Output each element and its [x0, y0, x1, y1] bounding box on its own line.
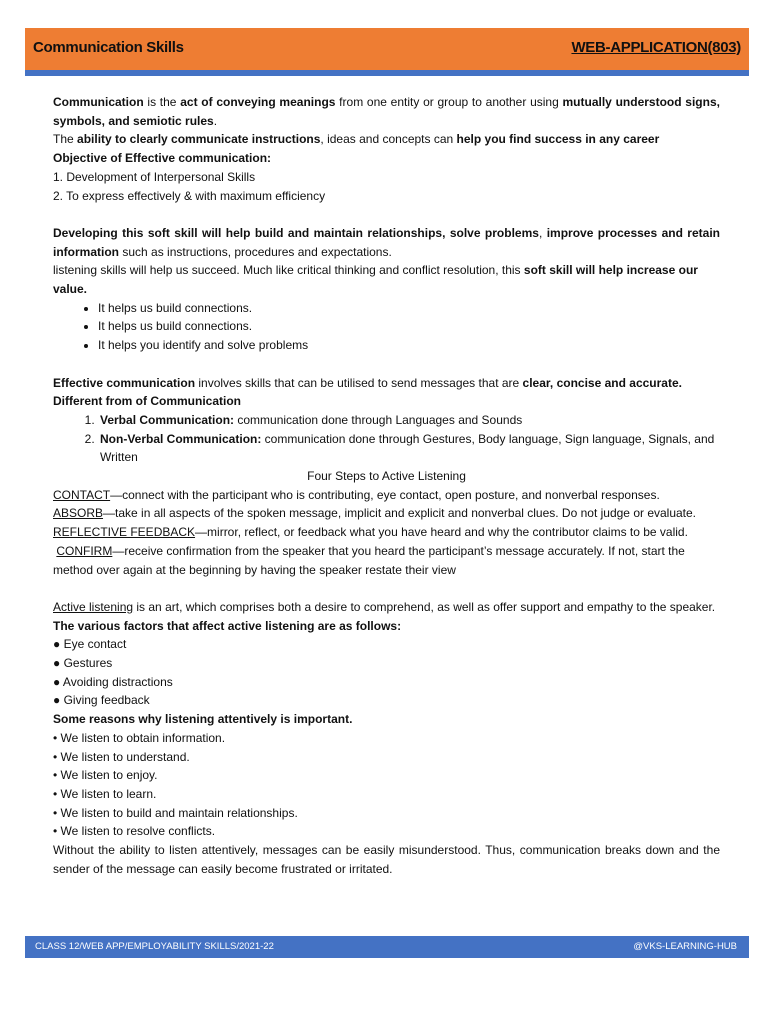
- text: , ideas and concepts can: [320, 132, 457, 147]
- text-bold: improve processes and retain information: [53, 225, 720, 259]
- text: such as instructions, procedures and expectations.: [119, 244, 392, 259]
- step-item: [53, 542, 720, 579]
- text-bold: help you find success in any career: [456, 132, 660, 147]
- text: is an art, which comprises both a desire to comprehend, as well as offer support and empathy to the speaker.: [133, 599, 716, 614]
- list-item: • It helps us build connections.: [98, 317, 720, 336]
- text-bold: mutually understood signs, symbols, and semiotic rules: [53, 95, 720, 128]
- step-item: [53, 504, 720, 523]
- reason-item: • We listen to obtain information.: [53, 730, 226, 745]
- reason-item: • We listen to understand.: [53, 749, 190, 764]
- step-text: —mirror, reflect, or feedback what you have heard and why the contributor claims to be valid.: [195, 525, 688, 540]
- list-item: [98, 411, 720, 430]
- text-underlined: Active listening: [53, 599, 134, 614]
- intro-definition: [53, 93, 720, 130]
- form-text: communication done through Gestures, Body language, Sign language, Signals, and Written: [100, 431, 715, 465]
- reason-item: • We listen to learn.: [53, 786, 157, 801]
- step-item: [53, 523, 720, 542]
- step-text: —receive confirmation from the speaker that you heard the participant’s message accurately. If not, start the method over again at the beginning by having the speaker restate their view: [53, 543, 685, 577]
- factors-heading: The various factors that affect active listening are as follows:: [53, 618, 402, 633]
- header-subject-code: WEB-APPLICATION(803): [571, 39, 741, 56]
- soft-skill-paragraph: [53, 224, 720, 261]
- step-text: —connect with the participant who is contributing, eye contact, open posture, and nonverbal responses.: [110, 487, 660, 502]
- text: from one entity or group to another using: [335, 95, 563, 109]
- text-bold: ability to clearly communicate instructions: [77, 132, 321, 147]
- step-text: —take in all aspects of the spoken message, implicit and explicit and nonverbal clues. Do not judge or evaluate.: [103, 506, 697, 521]
- text-bold: Communication: [53, 95, 144, 109]
- text: ,: [538, 225, 547, 240]
- reason-item: • We listen to enjoy.: [53, 768, 158, 783]
- header-stripe: [25, 70, 749, 76]
- benefit-list: [53, 299, 720, 355]
- text-bold: act of conveying meanings: [180, 95, 336, 109]
- closing-paragraph: Without the ability to listen attentively, messages can be easily misunderstood. Thus, communication breaks down and the sender of the message can easily become frustrated or irritated.: [53, 843, 720, 876]
- text-bold: clear, concise and accurate.: [522, 375, 682, 390]
- active-listening-paragraph: [53, 598, 720, 617]
- page-header: [25, 28, 749, 70]
- step-term: CONFIRM: [56, 543, 113, 558]
- form-text: communication done through Languages and Sounds: [234, 412, 523, 427]
- list-item: • It helps us build connections.: [98, 299, 720, 318]
- intro-ability: [53, 130, 720, 149]
- footer-handle: @VKS-LEARNING-HUB: [633, 941, 737, 952]
- step-term: REFLECTIVE FEEDBACK: [53, 525, 196, 540]
- forms-heading: Different from of Communication: [53, 394, 241, 409]
- step-item: [53, 486, 720, 505]
- factor-item: ● Eye contact: [53, 637, 127, 652]
- forms-list: [53, 411, 720, 467]
- footer-course: CLASS 12/WEB APP/EMPLOYABILITY SKILLS/2021-22: [35, 941, 274, 952]
- document-body: [53, 93, 720, 878]
- objective-item: 1. Development of Interpersonal Skills: [53, 169, 256, 184]
- page-footer: [25, 936, 749, 958]
- factor-item: ● Avoiding distractions: [53, 674, 173, 689]
- header-title: Communication Skills: [33, 39, 184, 56]
- step-term: CONTACT: [53, 487, 111, 502]
- objective-item: 2. To express effectively & with maximum efficiency: [53, 188, 326, 203]
- form-label: Non-Verbal Communication:: [100, 431, 262, 446]
- text-bold: Developing this soft skill will help build and maintain relationships, solve problems: [53, 225, 539, 240]
- factor-item: ● Giving feedback: [53, 693, 150, 708]
- step-term: ABSORB: [53, 506, 104, 521]
- text: listening skills will help us succeed. Much like critical thinking and conflict resolution, this: [53, 263, 524, 278]
- reason-item: • We listen to build and maintain relationships.: [53, 805, 298, 820]
- effective-communication-paragraph: [53, 374, 720, 393]
- list-item: • It helps you identify and solve problems: [98, 336, 720, 355]
- text-bold: soft skill will help increase our value.: [53, 263, 698, 297]
- steps-title: Four Steps to Active Listening: [307, 469, 466, 484]
- text: involves skills that can be utilised to send messages that are: [195, 375, 523, 390]
- text-bold: Effective communication: [53, 375, 196, 390]
- form-label: Verbal Communication:: [100, 412, 235, 427]
- text: is the: [143, 95, 181, 109]
- listening-paragraph: [53, 261, 720, 298]
- list-item: [98, 430, 720, 467]
- objective-heading: Objective of Effective communication:: [53, 151, 272, 166]
- factor-item: ● Gestures: [53, 656, 113, 671]
- reason-item: • We listen to resolve conflicts.: [53, 824, 216, 839]
- text: The: [53, 132, 78, 147]
- text: .: [213, 113, 218, 128]
- reasons-heading: Some reasons why listening attentively is important.: [53, 712, 353, 727]
